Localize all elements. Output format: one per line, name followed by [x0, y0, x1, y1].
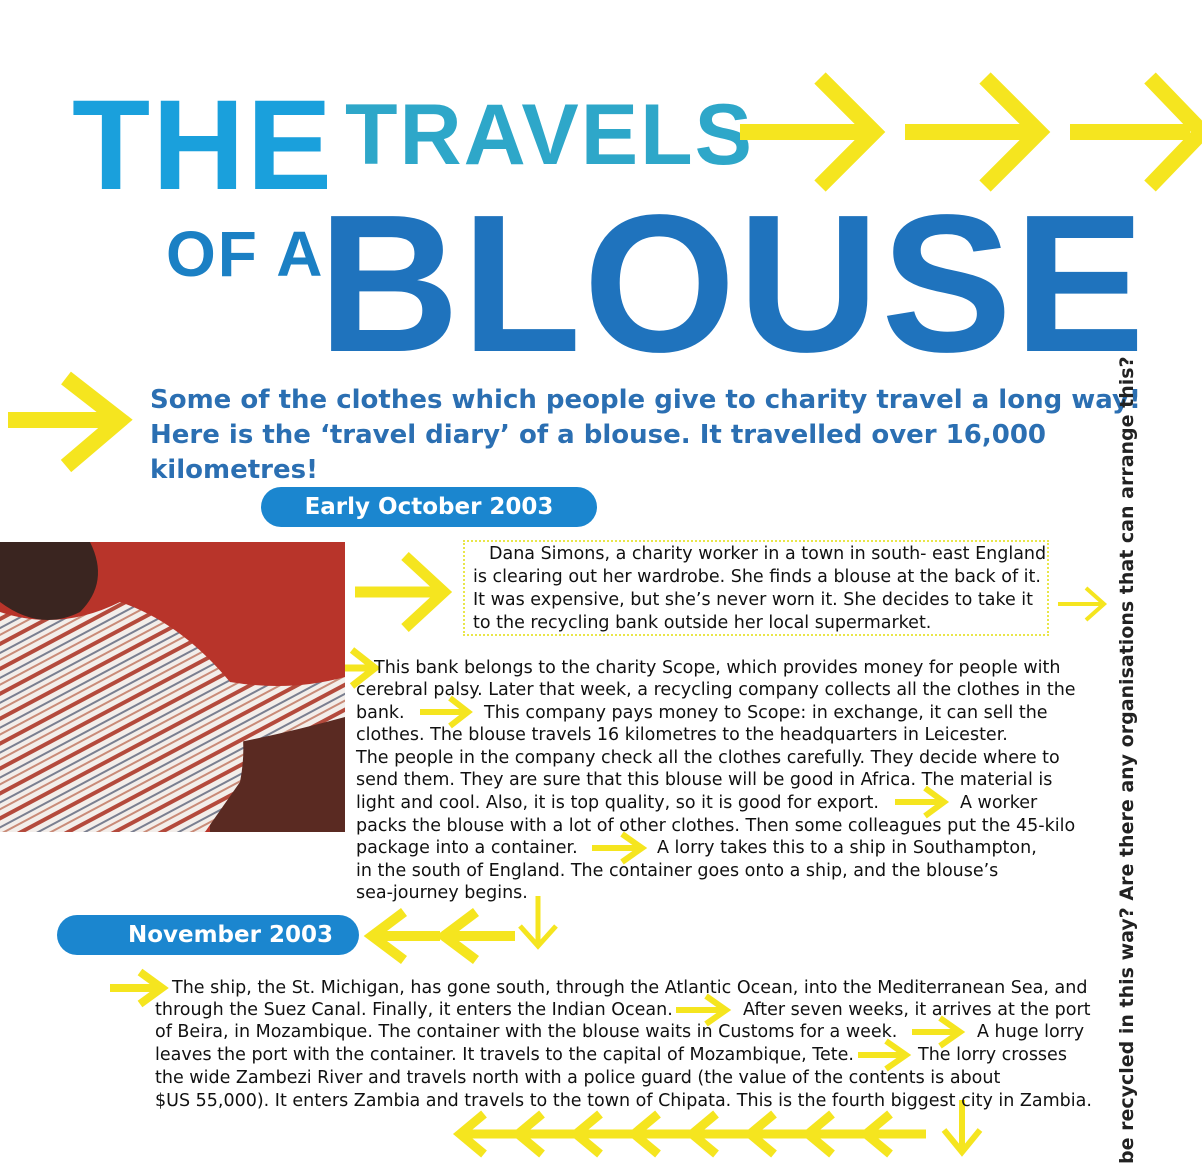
section-heading-november: November 2003 — [57, 915, 359, 955]
photo-person-in-blouse — [0, 542, 345, 832]
arrow-right-icon — [858, 1041, 906, 1069]
title-the: THE — [72, 74, 334, 217]
paragraph-2-line: bank. — [356, 703, 405, 723]
arrow-right-icon — [912, 1018, 960, 1046]
title-blouse: BLOUSE — [318, 174, 1147, 393]
intro-text — [150, 383, 1202, 488]
paragraph-3-line: of Beira, in Mozambique. The container with the blouse waits in Customs for a week. — [155, 1022, 898, 1042]
paragraph-3-line: The lorry crosses — [918, 1045, 1067, 1065]
paragraph-1-line: It was expensive, but she’s never worn it. She decides to take it — [473, 590, 1034, 610]
paragraph-2-line: A worker — [960, 793, 1038, 813]
arrow-right-icon — [592, 834, 642, 862]
arrow-right-icon — [676, 996, 726, 1024]
section-heading-october: Early October 2003 — [261, 487, 597, 527]
arrow-right-icon — [1058, 588, 1104, 620]
paragraph-2-line: The people in the company check all the clothes carefully. They decide where to — [356, 748, 1060, 768]
arrow-right-icon — [905, 78, 1039, 186]
paragraph-2-line: clothes. The blouse travels 16 kilometres to the headquarters in Leicester. — [356, 725, 1008, 745]
arrow-right-icon — [895, 788, 944, 816]
intro-line-2: Here is the ‘travel diary’ of a blouse. It travelled over 16,000 kilometres! — [150, 420, 1047, 485]
arrow-right-icon — [420, 698, 468, 726]
arrow-right-icon — [740, 78, 874, 186]
paragraph-2-line: This company pays money to Scope: in exchange, it can sell the — [484, 703, 1048, 723]
paragraph-3-line: A huge lorry — [977, 1022, 1085, 1042]
arrow-left-icon — [460, 1114, 926, 1154]
paragraph-2-line: sea-journey begins. — [356, 883, 528, 903]
arrow-right-icon — [8, 378, 120, 466]
paragraph-2-line: packs the blouse with a lot of other clothes. Then some colleagues put the 45-kilo — [356, 816, 1076, 836]
arrow-left-icon — [442, 912, 515, 960]
arrow-left-icon — [372, 912, 440, 960]
paragraph-3-line: leaves the port with the container. It travels to the capital of Mozambique, Tete. — [155, 1045, 854, 1065]
paragraph-2-line: light and cool. Also, it is top quality, so it is good for export. — [356, 793, 879, 813]
paragraph-2-line: package into a container. — [356, 838, 578, 858]
paragraph-3-line: $US 55,000). It enters Zambia and travels to the town of Chipata. This is the fourth biggest city in Zambia. — [155, 1091, 1092, 1111]
paragraph-3-line: the wide Zambezi River and travels north with a police guard (the value of the contents is about — [155, 1068, 1001, 1088]
paragraph-1-line: is clearing out her wardrobe. She finds a blouse at the back of it. — [473, 567, 1041, 587]
intro-line-1: Some of the clothes which people give to charity travel a long way! — [150, 385, 1141, 415]
paragraph-2-line: in the south of England. The container goes onto a ship, and the blouse’s — [356, 861, 999, 881]
paragraph-2-line: This bank belongs to the charity Scope, which provides money for people with — [374, 658, 1061, 678]
arrow-right-icon — [1070, 78, 1202, 186]
paragraph-3-line: through the Suez Canal. Finally, it enters the Indian Ocean. — [155, 1000, 673, 1020]
paragraph-2-line: A lorry takes this to a ship in Southampton, — [657, 838, 1037, 858]
paragraph-1-line: Dana Simons, a charity worker in a town in south- east England — [489, 544, 1047, 564]
title-travels: TRAVELS — [345, 87, 754, 183]
title-of-a: OF A — [166, 218, 325, 290]
paragraph-1-line: to the recycling bank outside her local supermarket. — [473, 613, 932, 633]
side-question: be recycled in this way? Are there any organisations that can arrange this? — [1116, 356, 1138, 1164]
paragraph-2-line: send them. They are sure that this blouse will be good in Africa. The material is — [356, 770, 1053, 790]
paragraph-2-line: cerebral palsy. Later that week, a recycling company collects all the clothes in the — [356, 680, 1076, 700]
paragraph-3-line: After seven weeks, it arrives at the port — [743, 1000, 1091, 1020]
paragraph-3-line: The ship, the St. Michigan, has gone south, through the Atlantic Ocean, into the Mediterranean Sea, and — [172, 978, 1088, 998]
arrow-right-icon — [355, 556, 444, 628]
